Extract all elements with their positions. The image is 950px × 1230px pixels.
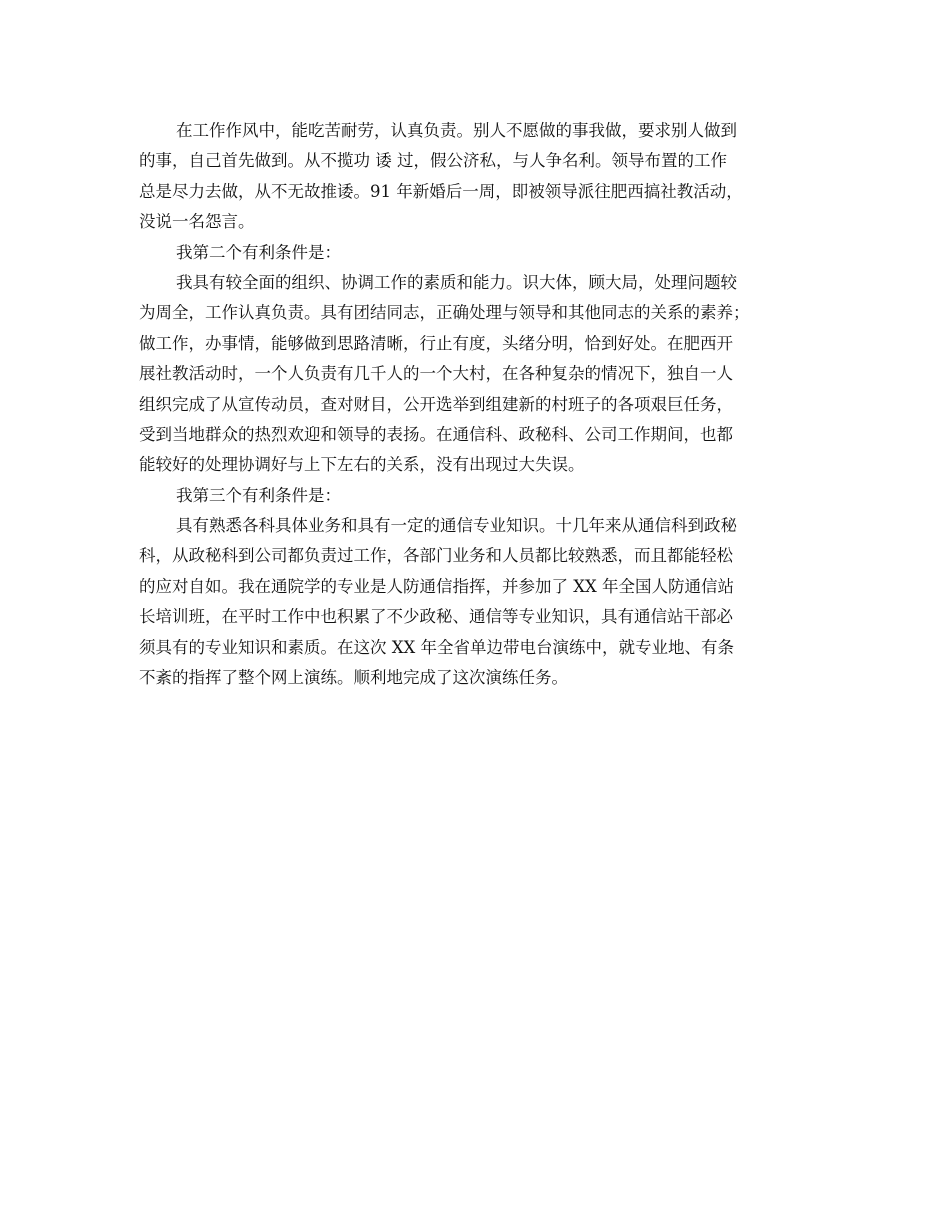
section-heading-third-condition: 我第三个有利条件是： [176,485,341,505]
paragraph-line: 能较好的处理协调好与上下左右的关系，没有出现过大失误。 [139,455,585,475]
paragraph-line: 长培训班，在平时工作中也积累了不少政秘、通信等专业知识，具有通信站干部必 [139,607,733,627]
paragraph-line: 展社教活动时，一个人负责有几千人的一个大村，在各种复杂的情况下，独自一人 [139,364,733,384]
paragraph-line: 做工作，办事情，能够做到思路清晰，行止有度，头绪分明，恰到好处。在肥西开 [139,333,733,353]
paragraph-line: 没说一名怨言。 [139,212,255,232]
paragraph-line: 总是尽力去做，从不无故推诿。91 年新婚后一周，即被领导派往肥西搞社教活动， [139,181,743,201]
paragraph-line: 组织完成了从宣传动员，查对财目，公开选举到组建新的村班子的各项艰巨任务， [139,394,733,414]
paragraph-line: 科，从政秘科到公司都负责过工作，各部门业务和人员都比较熟悉，而且都能轻松 [139,546,733,566]
document-body [139,116,824,693]
paragraph-line: 的事，自己首先做到。从不揽功 诿 过，假公济私，与人争名利。领导布置的工作 [139,151,727,171]
paragraph-line: 须具有的专业知识和素质。在这次 XX 年全省单边带电台演练中，就专业地、有条 [139,637,734,657]
paragraph-line: 在工作作风中，能吃苦耐劳，认真负责。别人不愿做的事我做，要求别人做到 [176,121,737,140]
paragraph-line: 具有熟悉各科具体业务和具有一定的通信专业知识。十几年来从通信科到政秘 [176,516,737,536]
section-heading-second-condition: 我第二个有利条件是： [176,242,341,262]
paragraph-line: 不紊的指挥了整个网上演练。顺利地完成了这次演练任务。 [139,668,568,688]
paragraph-line: 我具有较全面的组织、协调工作的素质和能力。识大体，顾大局，处理问题较 [176,272,737,292]
paragraph-line: 受到当地群众的热烈欢迎和领导的表扬。在通信科、政秘科、公司工作期间，也都 [139,424,733,444]
paragraph-line: 为周全，工作认真负责。具有团结同志，正确处理与领导和其他同志的关系的素养； [139,303,750,323]
paragraph-line: 的应对自如。我在通院学的专业是人防通信指挥，并参加了 XX 年全国人防通信站 [139,576,734,596]
